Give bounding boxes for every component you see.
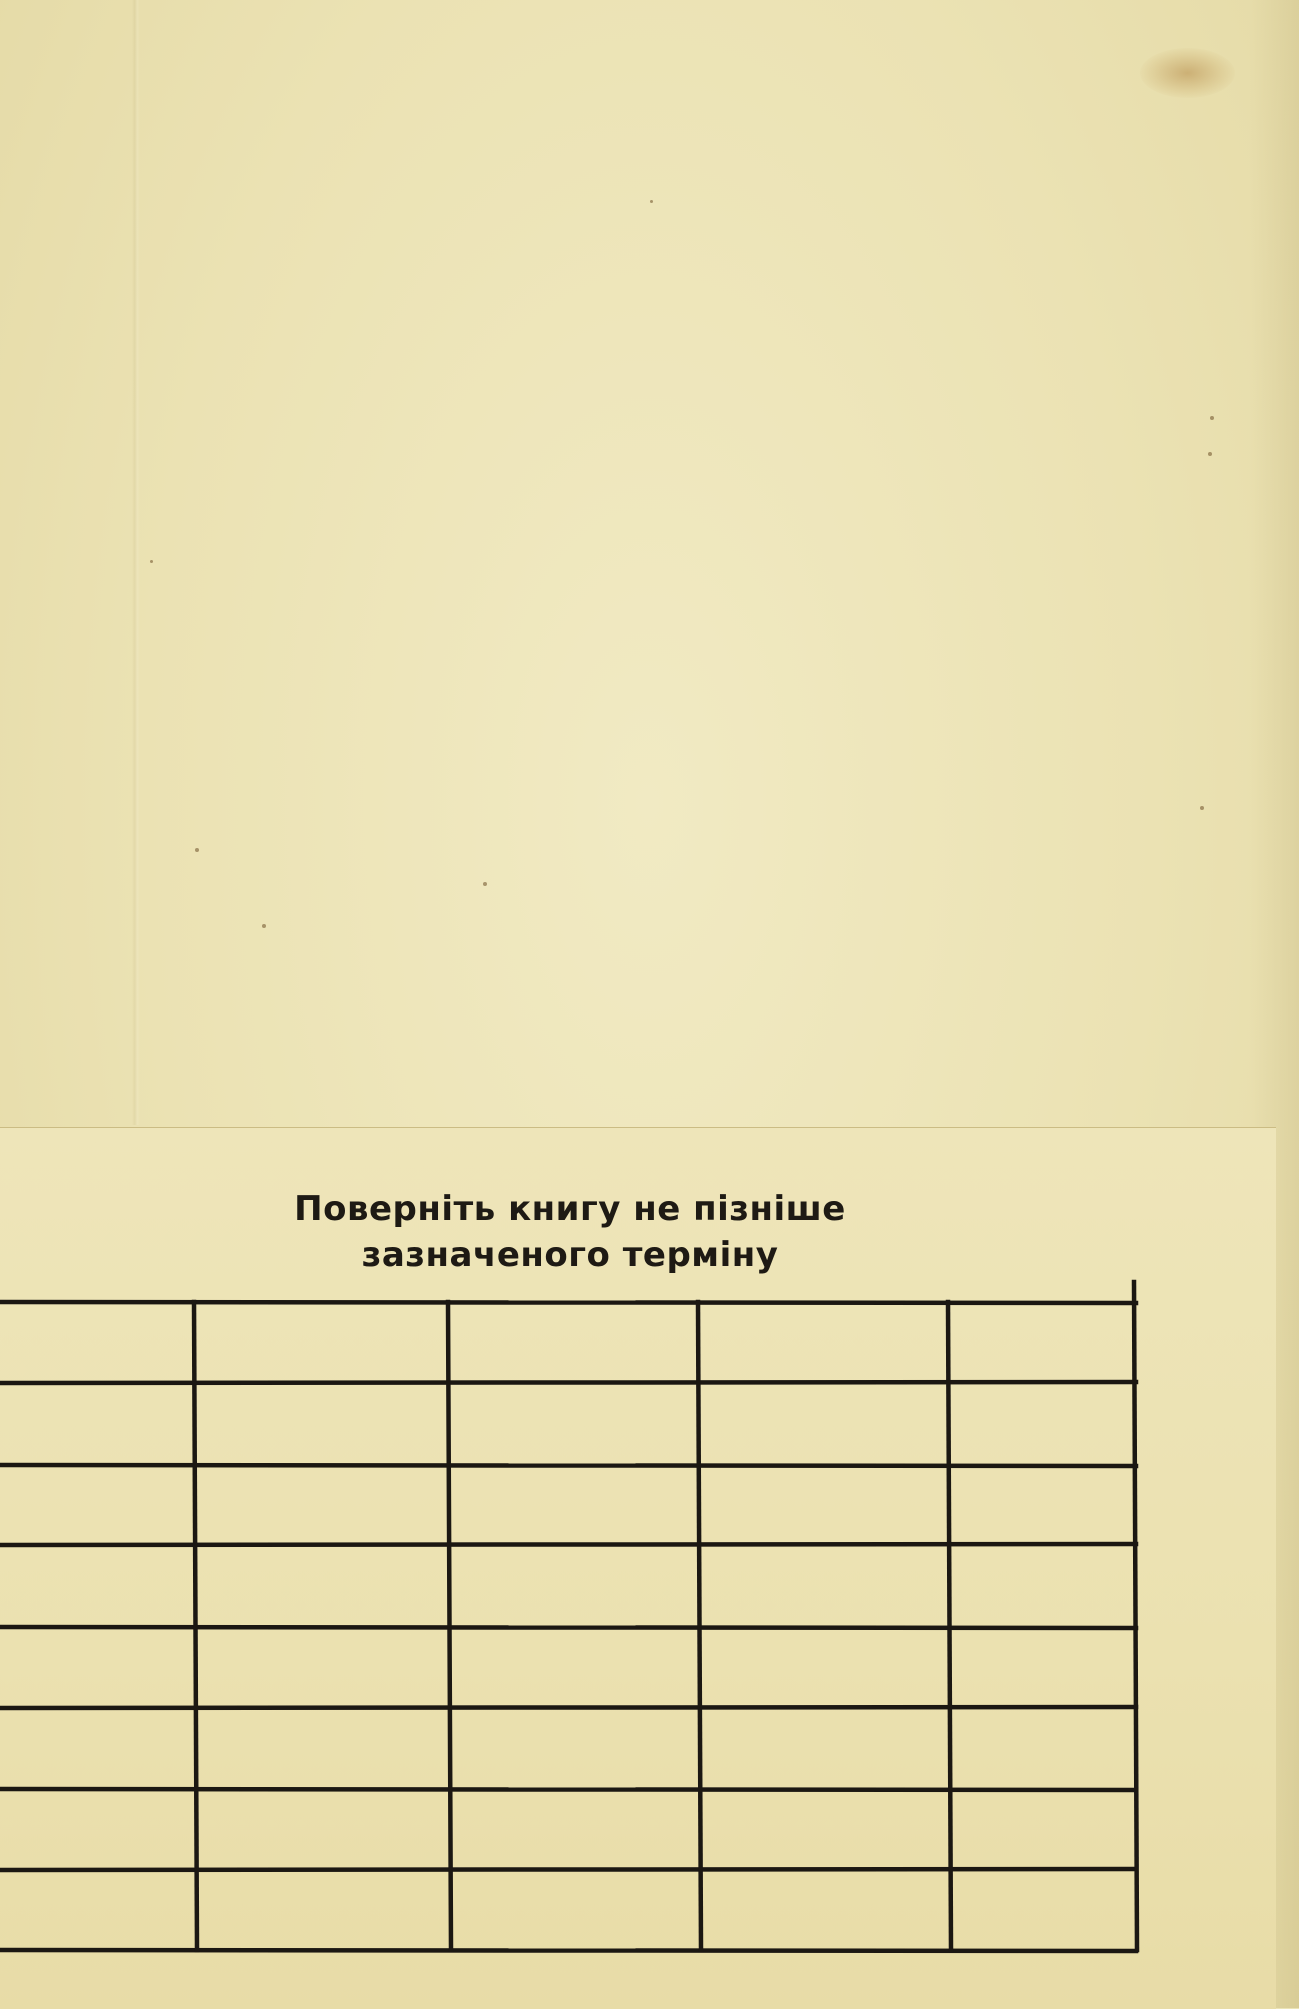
slip-title-line-1: Поверніть книгу не пізніше bbox=[294, 1189, 846, 1229]
table-row-line bbox=[0, 1707, 1136, 1708]
table-column-line bbox=[194, 1302, 197, 1950]
table-row-line bbox=[0, 1627, 1136, 1628]
table-row-line bbox=[0, 1302, 1136, 1303]
table-row-line bbox=[0, 1544, 1136, 1545]
table-column-line bbox=[1134, 1282, 1137, 1950]
table-column-line bbox=[698, 1302, 701, 1950]
table-row-line bbox=[0, 1382, 1136, 1383]
table-row-line bbox=[0, 1789, 1136, 1790]
slip-title-line-2: зазначеного терміну bbox=[361, 1235, 779, 1275]
table-row-line bbox=[0, 1465, 1136, 1466]
table-column-line bbox=[448, 1302, 451, 1950]
table-row-line bbox=[0, 1869, 1136, 1870]
table-column-line bbox=[948, 1302, 951, 1950]
table-row-line bbox=[0, 1950, 1136, 1951]
